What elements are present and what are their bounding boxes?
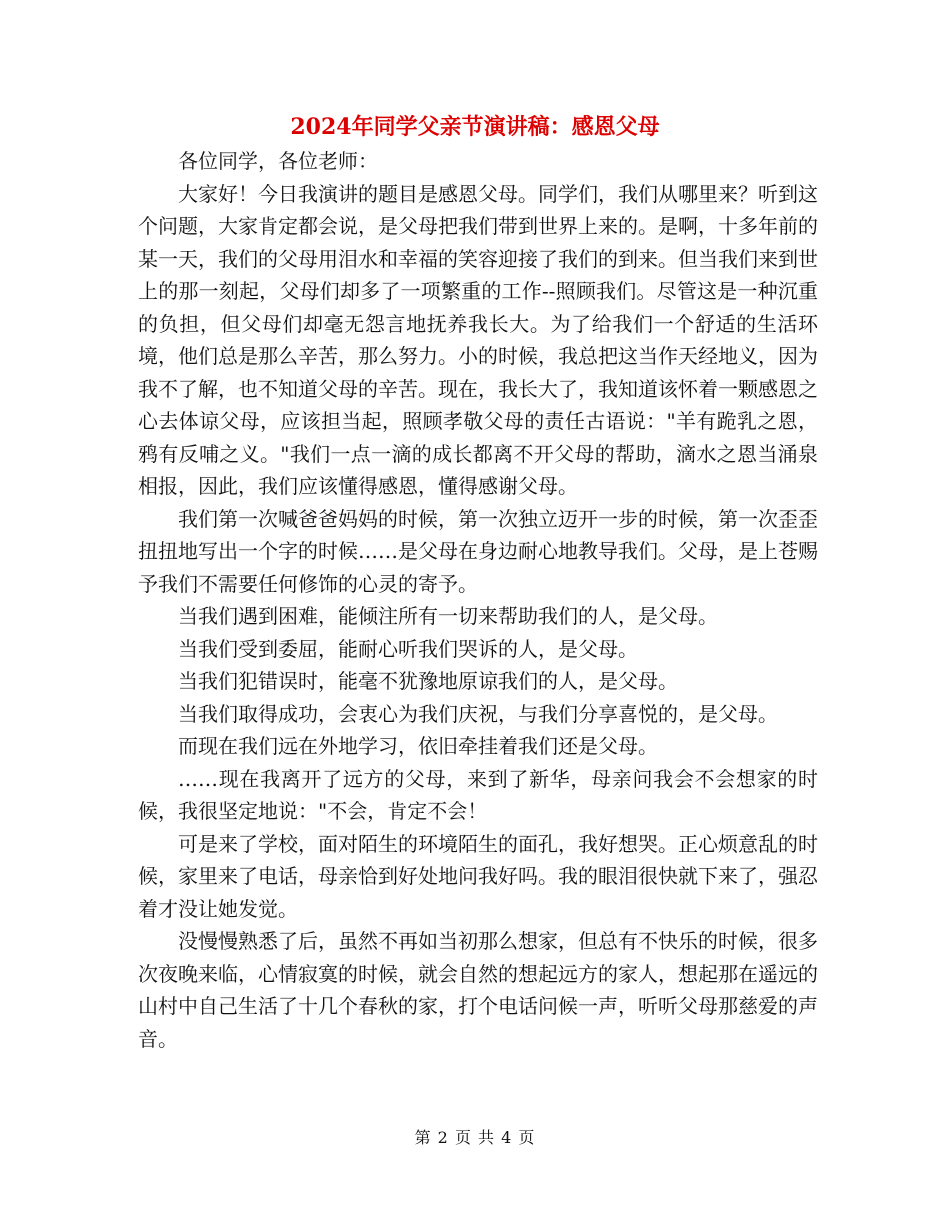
- paragraph: 可是来了学校，面对陌生的环境陌生的面孔，我好想哭。正心烦意乱的时候，家里来了电话，母亲恰到好处地问我好吗。我的眼泪很快就下来了，强忍着才没让她发觉。: [138, 831, 818, 921]
- paragraph: 当我们受到委屈，能耐心听我们哭诉的人，是父母。: [178, 636, 638, 661]
- document-title: 2024年同学父亲节演讲稿：感恩父母: [290, 114, 660, 140]
- paragraph: 当我们遇到困难，能倾注所有一切来帮助我们的人，是父母。: [178, 604, 718, 628]
- paragraph: 而现在我们远在外地学习，依旧牵挂着我们还是父母。: [178, 734, 658, 758]
- paragraph: 没慢慢熟悉了后，虽然不再如当初那么想家，但总有不快乐的时候，很多次夜晚来临，心情寂寞的时候，就会自然的想起远方的家人，想起那在遥远的山村中自己生活了十几个春秋的家，打个电话问候一声，听听父母那慈爱的声音。: [138, 929, 818, 1051]
- paragraph: ……现在我离开了远方的父母，来到了新华，母亲问我会不会想家的时候，我很坚定地说："不会，肯定不会！: [138, 766, 818, 823]
- paragraph: 当我们取得成功，会衷心为我们庆祝，与我们分享喜悦的，是父母。: [178, 701, 778, 726]
- paragraph: 我们第一次喊爸爸妈妈的时候，第一次独立迈开一步的时候，第一次歪歪扭扭地写出一个字的时候……是父母在身边耐心地教导我们。父母，是上苍赐予我们不需要任何修饰的心灵的寄予。: [138, 506, 818, 596]
- paragraph: 当我们犯错误时，能毫不犹豫地原谅我们的人，是父母。: [178, 669, 678, 693]
- document-body: [138, 145, 818, 1055]
- page-number-footer: 第 2 页 共 4 页: [414, 1128, 536, 1147]
- paragraph-salutation: 各位同学，各位老师：: [178, 149, 378, 173]
- paragraph: 大家好！今日我演讲的题目是感恩父母。同学们，我们从哪里来？听到这个问题，大家肯定都会说，是父母把我们带到世界上来的。是啊，十多年前的某一天，我们的父母用泪水和幸福的笑容迎接了我们的到来。但当我们来到世上的那一刻起，父母们却多了一项繁重的工作--照顾我们。尽管这是一种沉重的负担，但父母们却毫无怨言地抚养我长大。为了给我们一个舒适的生活环境，他们总是那么辛苦，那么努力。小的时候，我总把这当作天经地义，因为我不了解，也不知道父母的辛苦。现在，我长大了，我知道该怀着一颗感恩之心去体谅父母，应该担当起，照顾孝敬父母的责任古语说："羊有跪乳之恩，鸦有反哺之义。"我们一点一滴的成长都离不开父母的帮助，滴水之恩当涌泉相报，因此，我们应该懂得感恩，懂得感谢父母。: [138, 181, 818, 498]
